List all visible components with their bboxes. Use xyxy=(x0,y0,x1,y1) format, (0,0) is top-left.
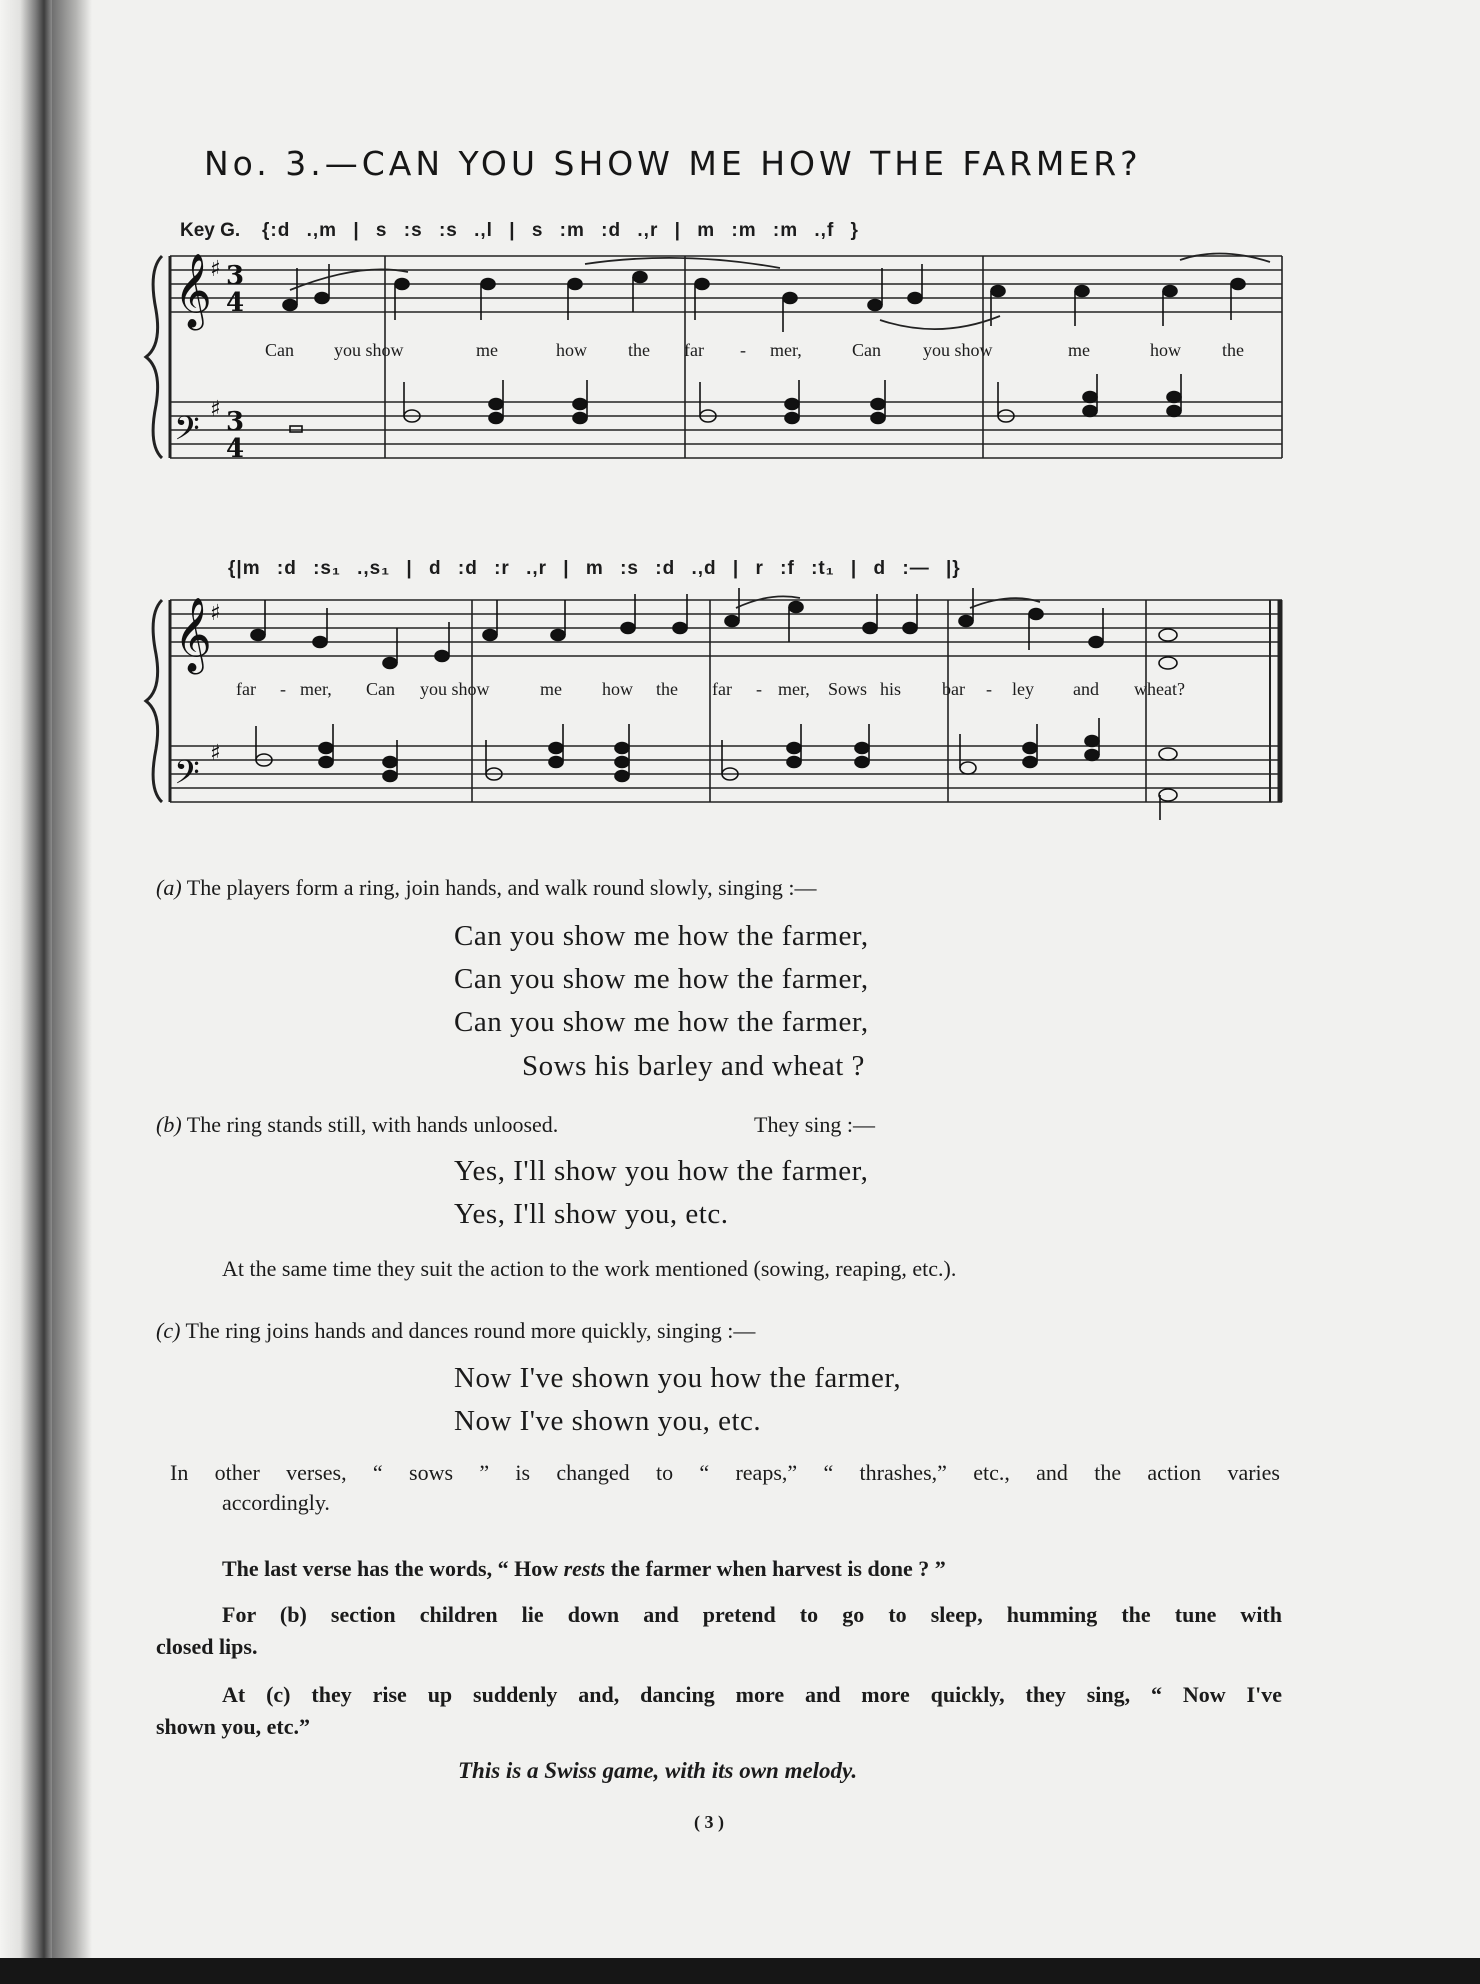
lyric: - xyxy=(756,679,762,699)
verse-c-line-2: Now I've shown you, etc. xyxy=(454,1405,762,1437)
note-at-c-line-1: At (c) they rise up suddenly and, dancing more and more quickly, they sing, “ Now I've xyxy=(222,1682,1282,1707)
note-for-b-line-2: closed lips. xyxy=(156,1634,258,1659)
lyric: far xyxy=(684,340,704,360)
svg-text:♯: ♯ xyxy=(210,741,221,766)
svg-text:♯: ♯ xyxy=(210,397,221,422)
svg-text:𝄢: 𝄢 xyxy=(174,754,200,800)
note-for-b-line-1: For (b) section children lie down and pretend to go to sleep, humming the tune with xyxy=(222,1602,1282,1627)
verse-b-line-2: Yes, I'll show you, etc. xyxy=(454,1198,729,1230)
page-gutter-shadow xyxy=(52,0,92,1984)
lyric: how xyxy=(602,679,633,699)
lyric: the xyxy=(656,679,678,699)
lyric: how xyxy=(1150,340,1181,360)
section-b-sing: They sing :— xyxy=(754,1112,875,1137)
staff-1-lyrics xyxy=(0,340,1480,370)
svg-text:4: 4 xyxy=(226,288,245,318)
verse-a-line-3: Can you show me how the farmer, xyxy=(454,1006,869,1038)
lyric: and xyxy=(1073,679,1099,699)
svg-text:3: 3 xyxy=(226,407,245,437)
key-signature-label: Key G. xyxy=(180,220,241,241)
lyric: me xyxy=(540,679,562,699)
section-b-instruction xyxy=(156,1112,558,1138)
lyric: - xyxy=(986,679,992,699)
lyric: how xyxy=(556,340,587,360)
song-title: No. 3.—CAN YOU SHOW ME HOW THE FARMER? xyxy=(204,144,1142,183)
note-last-verse-emphasis: rests xyxy=(563,1556,606,1581)
lyric: his xyxy=(880,679,902,699)
lyric: Can xyxy=(852,340,881,360)
lyric: the xyxy=(1222,340,1244,360)
solfa-line-2: {|m :d :s₁ .,s₁ | d :d :r .,r | m :s :d .,d | r :f :t₁ | d :— |} xyxy=(228,558,961,579)
lyric: you show xyxy=(420,679,490,699)
verse-a-line-4: Sows his barley and wheat ? xyxy=(522,1050,865,1082)
svg-text:𝄢: 𝄢 xyxy=(174,410,200,456)
solfa-line-1: {:d .,m | s :s :s .,l | s :m :d .,r | m :m :m .,f } xyxy=(262,220,859,241)
section-c-instruction xyxy=(156,1318,755,1344)
section-b-text: The ring stands still, with hands unloosed. xyxy=(186,1112,559,1137)
section-b-label: (b) xyxy=(156,1112,182,1137)
lyric: - xyxy=(740,340,746,360)
svg-text:♯: ♯ xyxy=(210,257,221,282)
note-at-c-line-2: shown you, etc.” xyxy=(156,1714,311,1739)
lyric: mer, xyxy=(300,679,332,699)
lyric: mer, xyxy=(770,340,802,360)
note-last-verse xyxy=(222,1556,946,1582)
lyric: the xyxy=(628,340,650,360)
section-a-text: The players form a ring, join hands, and walk round slowly, singing :— xyxy=(186,875,817,900)
note-last-verse-b: the farmer when harvest is done ? ” xyxy=(610,1556,946,1581)
lyric: wheat? xyxy=(1134,679,1185,699)
swiss-game-note: This is a Swiss game, with its own melody. xyxy=(458,1758,858,1783)
verse-a-line-1: Can you show me how the farmer, xyxy=(454,920,869,952)
page-number: ( 3 ) xyxy=(694,1812,724,1832)
lyric: far xyxy=(712,679,732,699)
lyric: Can xyxy=(366,679,395,699)
lyric: Sows xyxy=(828,679,868,699)
verse-b-line-1: Yes, I'll show you how the farmer, xyxy=(454,1155,869,1187)
svg-text:𝄞: 𝄞 xyxy=(174,254,212,328)
lyric: you show xyxy=(923,340,993,360)
note-last-verse-a: The last verse has the words, “ How xyxy=(222,1556,559,1581)
svg-text:𝄞: 𝄞 xyxy=(174,598,212,672)
section-c-label: (c) xyxy=(156,1318,181,1343)
note-other-verses-line-2: accordingly. xyxy=(222,1490,330,1515)
section-a-instruction xyxy=(156,875,817,901)
verse-c-line-1: Now I've shown you how the farmer, xyxy=(454,1362,902,1394)
section-a-label: (a) xyxy=(156,875,182,900)
lyric: me xyxy=(476,340,498,360)
note-other-verses-line-1: In other verses, “ sows ” is changed to “ reaps,” “ thrashes,” etc., and the action varies xyxy=(170,1460,1280,1485)
svg-text:♯: ♯ xyxy=(210,601,221,626)
lyric: me xyxy=(1068,340,1090,360)
lyric: mer, xyxy=(778,679,810,699)
section-c-text: The ring joins hands and dances round more quickly, singing :— xyxy=(185,1318,756,1343)
svg-text:3: 3 xyxy=(226,261,245,291)
lyric: Can xyxy=(265,340,294,360)
lyric: far xyxy=(236,679,256,699)
svg-text:4: 4 xyxy=(226,434,245,464)
lyric: you show xyxy=(334,340,404,360)
scan-bottom-edge xyxy=(0,1958,1480,1984)
book-binding xyxy=(0,0,52,1984)
lyric: bar xyxy=(942,679,965,699)
section-b-note: At the same time they suit the action to the work mentioned (sowing, reaping, etc.). xyxy=(222,1256,957,1281)
staff-2-lyrics xyxy=(0,679,1480,709)
lyric: ley xyxy=(1012,679,1034,699)
verse-a-line-2: Can you show me how the farmer, xyxy=(454,963,869,995)
lyric: - xyxy=(280,679,286,699)
